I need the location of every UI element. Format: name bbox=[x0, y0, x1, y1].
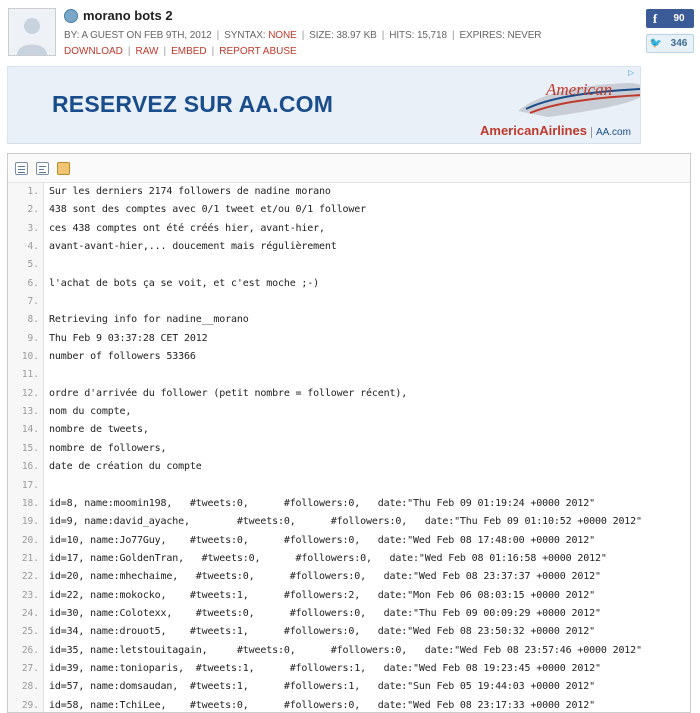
code-line bbox=[8, 293, 690, 311]
code-line bbox=[8, 532, 690, 550]
line-number: 7. bbox=[8, 293, 44, 311]
line-number: 22. bbox=[8, 568, 44, 586]
line-number: 29. bbox=[8, 697, 44, 713]
code-line bbox=[8, 238, 690, 256]
code-line bbox=[8, 642, 690, 660]
embed-link[interactable]: EMBED bbox=[171, 46, 207, 57]
line-text: id=10, name:Jo77Guy, #tweets:0, #followers:0, date:"Wed Feb 08 17:48:00 +0000 2012" bbox=[49, 534, 595, 546]
toggle-line-numbers-icon[interactable] bbox=[15, 162, 28, 175]
code-line bbox=[8, 623, 690, 641]
line-text: id=35, name:letstouitagain, #tweets:0, #followers:0, date:"Wed Feb 08 23:57:46 +0000 2012" bbox=[49, 644, 642, 656]
line-text bbox=[44, 477, 49, 495]
code-line bbox=[8, 495, 690, 513]
line-number: 21. bbox=[8, 550, 44, 568]
line-text: nom du compte, bbox=[49, 406, 132, 418]
raw-link[interactable]: RAW bbox=[135, 46, 159, 57]
line-number: 12. bbox=[8, 385, 44, 403]
code-line bbox=[8, 587, 690, 605]
line-text: ces 438 comptes ont été créés hier, avant-hier, bbox=[49, 222, 325, 234]
code-line bbox=[8, 366, 690, 384]
line-text: l'achat de bots ça se voit, et c'est moche ;-) bbox=[49, 277, 320, 289]
code-lines bbox=[8, 183, 690, 713]
code-line bbox=[8, 348, 690, 366]
line-text: id=8, name:moomin198, #tweets:0, #followers:0, date:"Thu Feb 09 01:19:24 +0000 2012" bbox=[49, 497, 595, 509]
code-line bbox=[8, 513, 690, 531]
line-number: 24. bbox=[8, 605, 44, 623]
airplane-image bbox=[508, 71, 641, 126]
code-line bbox=[8, 550, 690, 568]
code-line bbox=[8, 330, 690, 348]
toggle-wrap-icon[interactable] bbox=[36, 162, 49, 175]
ad-brand bbox=[480, 123, 631, 138]
paste-title-text: morano bots 2 bbox=[83, 8, 173, 23]
code-line bbox=[8, 605, 690, 623]
line-text bbox=[44, 256, 49, 274]
meta-expires: EXPIRES: NEVER bbox=[459, 30, 542, 41]
line-number: 19. bbox=[8, 513, 44, 531]
meta-hits: HITS: 15,718 bbox=[389, 30, 447, 41]
line-text: id=9, name:david_ayache, #tweets:0, #followers:0, date:"Thu Feb 09 01:10:52 +0000 2012" bbox=[49, 516, 642, 528]
line-text: nombre de tweets, bbox=[49, 424, 149, 436]
line-text: id=39, name:tonioparis, #tweets:1, #followers:1, date:"Wed Feb 08 19:23:45 +0000 2012" bbox=[49, 662, 601, 674]
code-line bbox=[8, 403, 690, 421]
line-number: 2. bbox=[8, 201, 44, 219]
svg-text:American: American bbox=[546, 80, 613, 99]
line-number: 15. bbox=[8, 440, 44, 458]
code-line bbox=[8, 385, 690, 403]
line-text: id=17, name:GoldenTran, #tweets:0, #followers:0, date:"Wed Feb 08 01:16:58 +0000 2012" bbox=[49, 552, 607, 564]
line-number: 8. bbox=[8, 311, 44, 329]
line-text: id=22, name:mokocko, #tweets:1, #followers:2, date:"Mon Feb 06 08:03:15 +0000 2012" bbox=[49, 589, 595, 601]
line-text: Sur les derniers 2174 followers de nadine morano bbox=[49, 186, 331, 197]
paste-actions: DOWNLOAD | RAW | EMBED | REPORT ABUSE bbox=[64, 46, 297, 57]
line-text: id=20, name:mhechaime, #tweets:0, #followers:0, date:"Wed Feb 08 23:37:37 +0000 2012" bbox=[49, 571, 601, 583]
line-number: 5. bbox=[8, 256, 44, 274]
avatar bbox=[8, 8, 56, 56]
globe-icon bbox=[64, 9, 78, 23]
meta-author: BY: A GUEST ON FEB 9TH, 2012 bbox=[64, 30, 212, 41]
line-text: id=57, name:domsaudan, #tweets:1, #followers:1, date:"Sun Feb 05 19:44:03 +0000 2012" bbox=[49, 681, 595, 693]
paste-title bbox=[64, 8, 173, 23]
ad-banner[interactable] bbox=[7, 66, 641, 144]
twitter-count: 346 bbox=[670, 38, 688, 49]
code-line bbox=[8, 201, 690, 219]
line-number: 28. bbox=[8, 678, 44, 696]
meta-syntax-label: SYNTAX: bbox=[224, 30, 266, 41]
line-text: Retrieving info for nadine__morano bbox=[49, 314, 249, 326]
line-number: 17. bbox=[8, 477, 44, 495]
line-text: id=30, name:Colotexx, #tweets:0, #followers:0, date:"Thu Feb 09 00:09:29 +0000 2012" bbox=[49, 607, 601, 619]
meta-size: SIZE: 38.97 KB bbox=[309, 30, 377, 41]
line-text: id=58, name:TchiLee, #tweets:0, #followers:0, date:"Wed Feb 08 23:17:33 +0000 2012" bbox=[49, 699, 595, 711]
line-number: 14. bbox=[8, 421, 44, 439]
ad-brand-suffix: AA.com bbox=[591, 127, 631, 138]
ad-headline: RESERVEZ SUR AA.COM bbox=[52, 91, 334, 117]
code-line bbox=[8, 220, 690, 238]
ad-brand-name: AmericanAirlines bbox=[480, 123, 587, 138]
line-number: 9. bbox=[8, 330, 44, 348]
line-text: Thu Feb 9 03:37:28 CET 2012 bbox=[49, 332, 208, 344]
line-text: nombre de followers, bbox=[49, 442, 167, 454]
code-line bbox=[8, 568, 690, 586]
code-line bbox=[8, 458, 690, 476]
line-number: 20. bbox=[8, 532, 44, 550]
line-text: avant-avant-hier,... doucement mais régulièrement bbox=[49, 241, 337, 253]
line-number: 25. bbox=[8, 623, 44, 641]
line-number: 23. bbox=[8, 587, 44, 605]
line-number: 18. bbox=[8, 495, 44, 513]
line-number: 4. bbox=[8, 238, 44, 256]
code-line bbox=[8, 660, 690, 678]
line-text: number of followers 53366 bbox=[49, 351, 196, 363]
twitter-share-button[interactable] bbox=[646, 34, 694, 53]
line-number: 1. bbox=[8, 183, 44, 201]
code-line bbox=[8, 440, 690, 458]
line-text: 438 sont des comptes avec 0/1 tweet et/ou 0/1 follower bbox=[49, 204, 367, 216]
copy-icon[interactable] bbox=[57, 162, 70, 175]
twitter-bird-icon: 🐦 bbox=[649, 38, 663, 49]
line-number: 27. bbox=[8, 660, 44, 678]
line-number: 11. bbox=[8, 366, 44, 384]
line-text: id=34, name:drouot5, #tweets:1, #followers:0, date:"Wed Feb 08 23:50:32 +0000 2012" bbox=[49, 626, 595, 638]
code-line bbox=[8, 477, 690, 495]
code-line bbox=[8, 697, 690, 713]
code-line bbox=[8, 275, 690, 293]
facebook-icon: f bbox=[652, 10, 658, 26]
code-line bbox=[8, 256, 690, 274]
line-text: ordre d'arrivée du follower (petit nombre = follower récent), bbox=[49, 387, 408, 399]
code-line bbox=[8, 678, 690, 696]
meta-syntax-value[interactable]: NONE bbox=[268, 30, 297, 41]
adchoices-icon[interactable]: ▷ bbox=[628, 68, 635, 77]
line-number: 13. bbox=[8, 403, 44, 421]
code-viewer bbox=[7, 153, 691, 713]
code-line bbox=[8, 311, 690, 329]
code-line bbox=[8, 183, 690, 201]
line-number: 10. bbox=[8, 348, 44, 366]
facebook-share-button[interactable] bbox=[646, 9, 694, 28]
line-number: 6. bbox=[8, 275, 44, 293]
code-line bbox=[8, 421, 690, 439]
code-toolbar bbox=[8, 154, 690, 183]
line-text bbox=[44, 293, 49, 311]
line-number: 26. bbox=[8, 642, 44, 660]
facebook-count: 90 bbox=[673, 13, 685, 24]
paste-meta: BY: A GUEST ON FEB 9TH, 2012 | SYNTAX: NONE | SIZE: 38.97 KB | HITS: 15,718 | EXPIRES: NEVER bbox=[64, 30, 542, 41]
download-link[interactable]: DOWNLOAD bbox=[64, 46, 123, 57]
line-number: 16. bbox=[8, 458, 44, 476]
report-abuse-link[interactable]: REPORT ABUSE bbox=[219, 46, 297, 57]
line-text bbox=[44, 366, 49, 384]
line-number: 3. bbox=[8, 220, 44, 238]
line-text: date de création du compte bbox=[49, 461, 202, 473]
